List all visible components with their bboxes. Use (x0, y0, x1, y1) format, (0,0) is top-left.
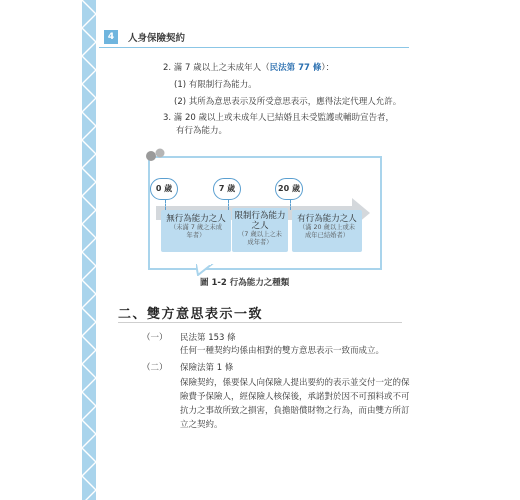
sub-item-2: (2) 其所為意思表示及所受意思表示，應得法定代理人允許。 (174, 97, 402, 107)
category-note: 成年者） (247, 239, 273, 246)
section-divider (118, 322, 402, 323)
category-title: 無行為能力之人 (166, 214, 226, 224)
age-marker-20: 20 歲 (275, 178, 303, 200)
list-item-2 (163, 62, 334, 74)
age-marker-0: 0 歲 (150, 178, 178, 200)
category-box-full-capacity (292, 210, 362, 252)
decorative-side-band (82, 0, 96, 500)
item-marker-2: （二） (142, 363, 168, 373)
item-body-line: 保險契約，係要保人向保險人提出要約的表示並交付一定的保 (180, 378, 410, 388)
section-heading: 二、雙方意思表示一致 (118, 307, 264, 322)
category-note: 成年已結婚者） (304, 232, 350, 239)
age-marker-7: 7 歲 (213, 178, 241, 200)
item-body-line: 任何一種契約均係由相對的雙方意思表示一致而成立。 (180, 346, 385, 356)
category-title: 限制行為能力之人 (234, 211, 286, 231)
item-body-line: 抗力之事故所致之損害，負擔賠償財物之行為，而由雙方所訂 (180, 406, 410, 416)
list-item-2-tail: ）： (321, 63, 335, 73)
figure-caption: 圖 1-2 行為能力之種類 (200, 278, 290, 288)
marker-dash (165, 200, 166, 210)
category-note: （7 歲以上之未 (238, 231, 282, 238)
list-item-2-text: 2. 滿 7 歲以上之未成年人（ (163, 63, 270, 73)
list-item-3-line1: 3. 滿 20 歲以上或未成年人已結婚且未受監護或輔助宣告者， (163, 113, 395, 123)
category-box-no-capacity (161, 210, 231, 252)
speech-tail-icon (196, 264, 216, 276)
header-divider (99, 47, 409, 48)
category-note: 年者） (186, 232, 206, 239)
category-note: （未滿 7 歲之未成 (169, 224, 223, 231)
law-reference: 民法第 77 條 (269, 63, 322, 73)
marker-dash (290, 200, 291, 210)
category-note: （滿 20 歲以上或未 (298, 224, 356, 231)
item-marker-1: （一） (142, 333, 168, 343)
running-header-title: 人身保險契約 (128, 33, 186, 44)
page-number: 4 (104, 30, 118, 44)
decorative-dots-icon (145, 148, 171, 162)
category-box-limited-capacity (232, 208, 288, 252)
sub-item-1: (1) 有限制行為能力。 (174, 80, 257, 90)
item-label-1: 民法第 153 條 (180, 333, 236, 343)
marker-dash (228, 200, 229, 210)
list-item-3-line2: 有行為能力。 (176, 126, 228, 136)
item-body-line: 險費予保險人，經保險人核保後，承諾對於因不可預料或不可 (180, 392, 410, 402)
item-label-2: 保險法第 1 條 (180, 363, 234, 373)
category-title: 有行為能力之人 (297, 214, 357, 224)
item-body-line: 立之契約。 (180, 420, 223, 430)
